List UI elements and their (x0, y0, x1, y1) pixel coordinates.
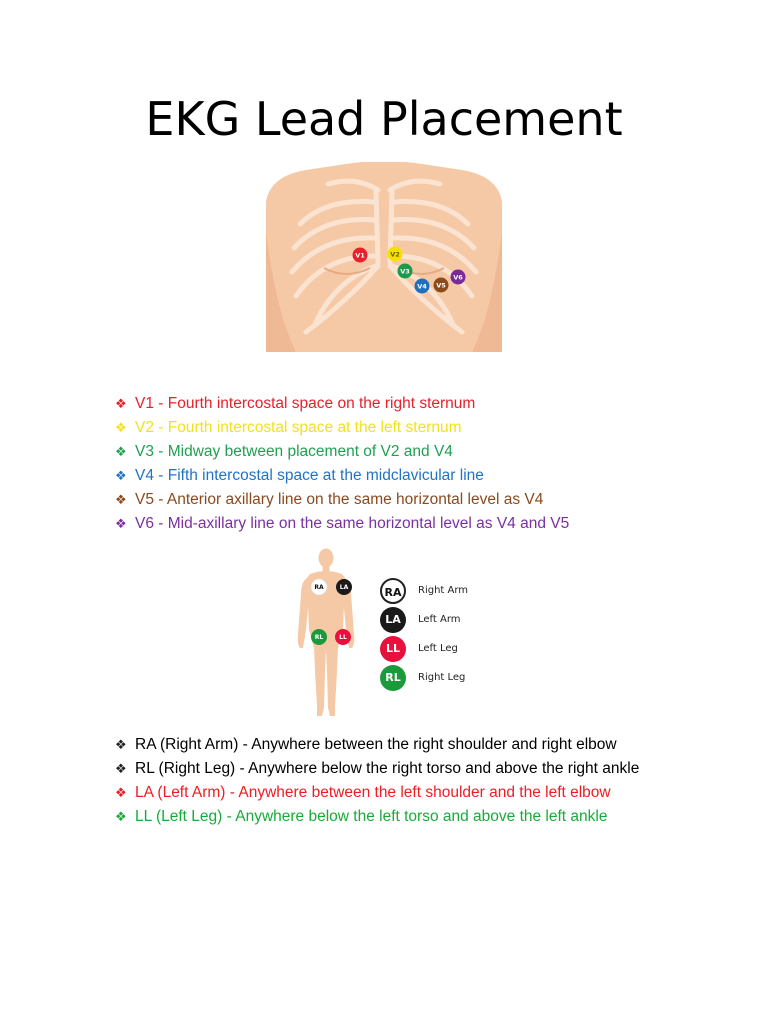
precordial-lead-list (115, 392, 569, 536)
svg-text:V3: V3 (400, 267, 410, 276)
diamond-bullet-icon: ❖ (115, 737, 127, 752)
svg-text:V1: V1 (355, 251, 365, 260)
list-item (115, 805, 639, 829)
diamond-bullet-icon: ❖ (115, 420, 127, 435)
list-item (115, 781, 639, 805)
legend-label: Left Leg (418, 643, 458, 654)
lead-v4-text: V4 - Fifth intercostal space at the midclavicular line (135, 467, 484, 484)
legend-label: Right Arm (418, 585, 469, 596)
v6-electrode-icon (451, 270, 466, 285)
svg-text:LA: LA (339, 584, 349, 592)
rl-electrode-icon (311, 629, 327, 645)
lead-v3-text: V3 - Midway between placement of V2 and V4 (135, 443, 453, 460)
la-marker-icon: LA (380, 607, 406, 633)
rl-marker-icon: RL (380, 665, 406, 691)
limb-lead-list (115, 733, 639, 829)
svg-text:V6: V6 (453, 273, 463, 282)
body-illustration (296, 548, 356, 720)
v3-electrode-icon (398, 264, 413, 279)
diamond-bullet-icon: ❖ (115, 809, 127, 824)
svg-text:RL: RL (314, 634, 324, 642)
v5-electrode-icon (434, 278, 449, 293)
legend-label: Right Leg (418, 672, 466, 683)
v2-electrode-icon (388, 247, 403, 262)
ll-electrode-icon (335, 629, 351, 645)
svg-text:V5: V5 (436, 281, 446, 290)
ra-marker-icon: RA (380, 578, 406, 604)
list-item (115, 464, 569, 488)
svg-text:V4: V4 (417, 282, 427, 291)
diamond-bullet-icon: ❖ (115, 396, 127, 411)
list-item (115, 416, 569, 440)
list-item (115, 488, 569, 512)
v4-electrode-icon (415, 279, 430, 294)
list-item (115, 733, 639, 757)
v1-electrode-icon (353, 248, 368, 263)
lead-ll-text: LL (Left Leg) - Anywhere below the left torso and above the left ankle (135, 808, 608, 825)
diamond-bullet-icon: ❖ (115, 492, 127, 507)
list-item (115, 757, 639, 781)
lead-ra-text: RA (Right Arm) - Anywhere between the right shoulder and right elbow (135, 736, 617, 753)
lead-rl-text: RL (Right Leg) - Anywhere below the right torso and above the right ankle (135, 760, 640, 777)
diamond-bullet-icon: ❖ (115, 468, 127, 483)
list-item (115, 512, 569, 536)
legend-row-rl (380, 665, 500, 691)
ll-marker-icon: LL (380, 636, 406, 662)
legend-label: Left Arm (418, 614, 461, 625)
list-item (115, 392, 569, 416)
svg-text:LL: LL (339, 634, 347, 642)
diamond-bullet-icon: ❖ (115, 444, 127, 459)
lead-la-text: LA (Left Arm) - Anywhere between the left shoulder and the left elbow (135, 784, 611, 801)
chest-illustration (266, 162, 502, 352)
ra-electrode-icon (311, 579, 327, 595)
legend-row-la (380, 607, 500, 633)
lead-v1-text: V1 - Fourth intercostal space on the right sternum (135, 395, 476, 412)
lead-v2-text: V2 - Fourth intercostal space at the left sternum (135, 419, 462, 436)
svg-text:RA: RA (314, 584, 324, 592)
page-title: EKG Lead Placement (145, 92, 623, 146)
svg-text:V2: V2 (390, 250, 400, 259)
diamond-bullet-icon: ❖ (115, 516, 127, 531)
la-electrode-icon (336, 579, 352, 595)
lead-v6-text: V6 - Mid-axillary line on the same horizontal level as V4 and V5 (135, 515, 570, 532)
diamond-bullet-icon: ❖ (115, 761, 127, 776)
lead-v5-text: V5 - Anterior axillary line on the same horizontal level as V4 (135, 491, 544, 508)
diamond-bullet-icon: ❖ (115, 785, 127, 800)
legend-row-ra (380, 578, 500, 604)
list-item (115, 440, 569, 464)
legend-row-ll (380, 636, 500, 662)
